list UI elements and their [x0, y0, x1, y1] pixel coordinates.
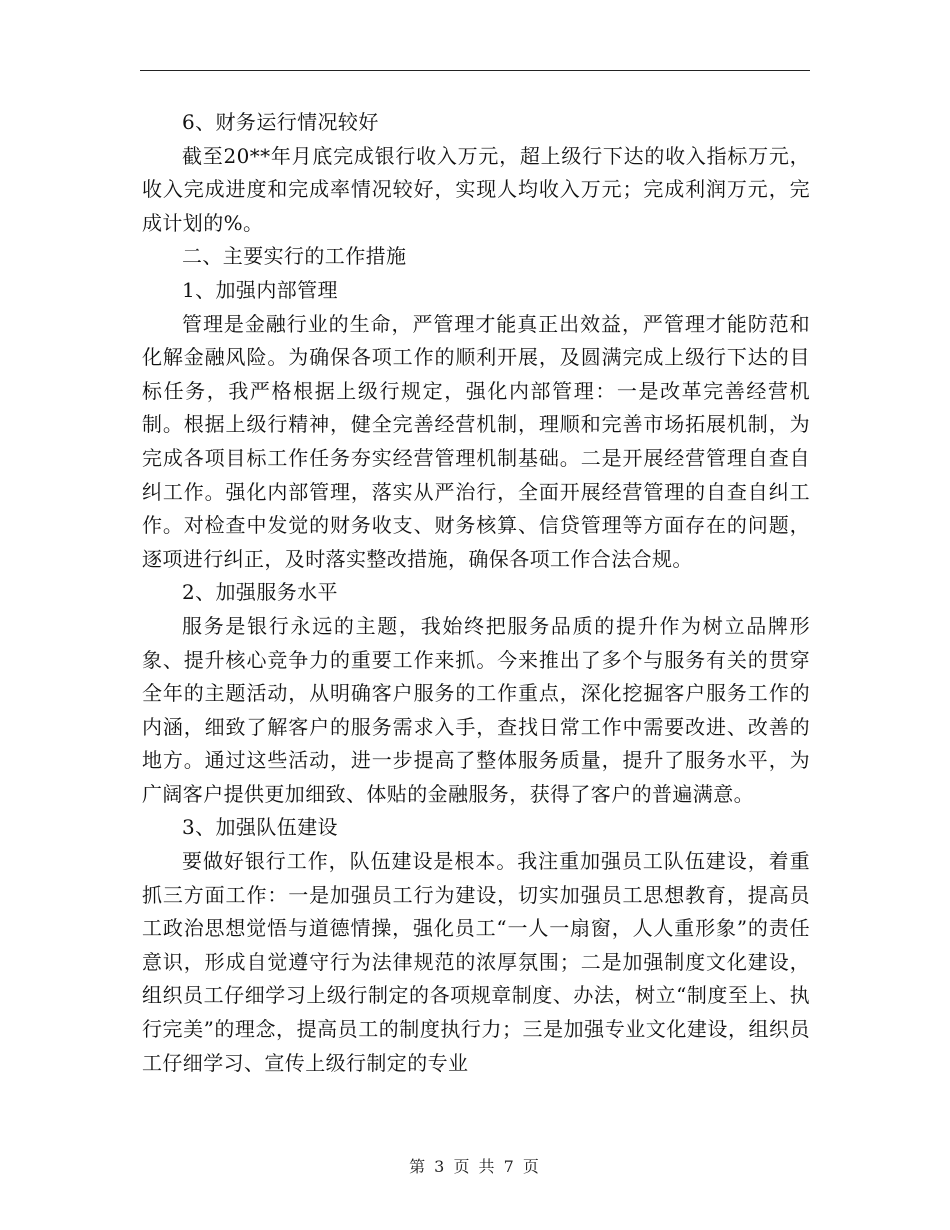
subheading-internal-management: 1、加强内部管理 — [182, 277, 338, 302]
paragraph-finance: 截至20**年月底完成银行收入万元，超上级行下达的收入指标万元，收入完成进度和完成率情况较好，实现人均收入万元；完成利润万元，完成计划的%。 — [142, 143, 810, 235]
page-number-footer: 第 3 页 共 7 页 — [409, 1157, 541, 1176]
section-heading-finance: 6、财务运行情况较好 — [182, 110, 379, 134]
document-body — [142, 106, 810, 1080]
paragraph-internal-management: 管理是金融行业的生命，严管理才能真正出效益，严管理才能防范和化解金融风险。为确保各项工作的顺利开展，及圆满完成上级行下达的目标任务，我严格根据上级行规定，强化内部管理：一是改革完善经营机制。根据上级行精神，健全完善经营机制，理顺和完善市场拓展机制，为完成各项目标工作任务夯实经营管理机制基础。二是开展经营管理自查自纠工作。强化内部管理，落实从严治行，全面开展经营管理的自查自纠工作。对检查中发觉的财务收支、财务核算、信贷管理等方面存在的问题，逐项进行纠正，及时落实整改措施，确保各项工作合法合规。 — [142, 311, 810, 571]
paragraph-service: 服务是银行永远的主题，我始终把服务品质的提升作为树立品牌形象、提升核心竞争力的重要工作来抓。今来推出了多个与服务有关的贯穿全年的主题活动，从明确客户服务的工作重点，深化挖掘客户服务工作的内涵，细致了解客户的服务需求入手，查找日常工作中需要改进、改善的地方。通过这些活动，进一步提高了整体服务质量，提升了服务水平，为广阔客户提供更加细致、体贴的金融服务，获得了客户的普遍满意。 — [142, 613, 810, 806]
subheading-team-building: 3、加强队伍建设 — [182, 815, 338, 840]
subheading-service: 2、加强服务水平 — [182, 580, 338, 605]
header-rule — [140, 70, 810, 71]
paragraph-team-building: 要做好银行工作，队伍建设是根本。我注重加强员工队伍建设，着重抓三方面工作：一是加强员工行为建设，切实加强员工思想教育，提高员工政治思想觉悟与道德情操，强化员工“一人一扇窗，人人重形象”的责任意识，形成自觉遵守行为法律规范的浓厚氛围；二是加强制度文化建设，组织员工仔细学习上级行制定的各项规章制度、办法，树立“制度至上、执行完美”的理念，提高员工的制度执行力；三是加强专业文化建设，组织员工仔细学习、宣传上级行制定的专业 — [142, 849, 810, 1075]
section-heading-measures: 二、主要实行的工作措施 — [182, 244, 407, 269]
